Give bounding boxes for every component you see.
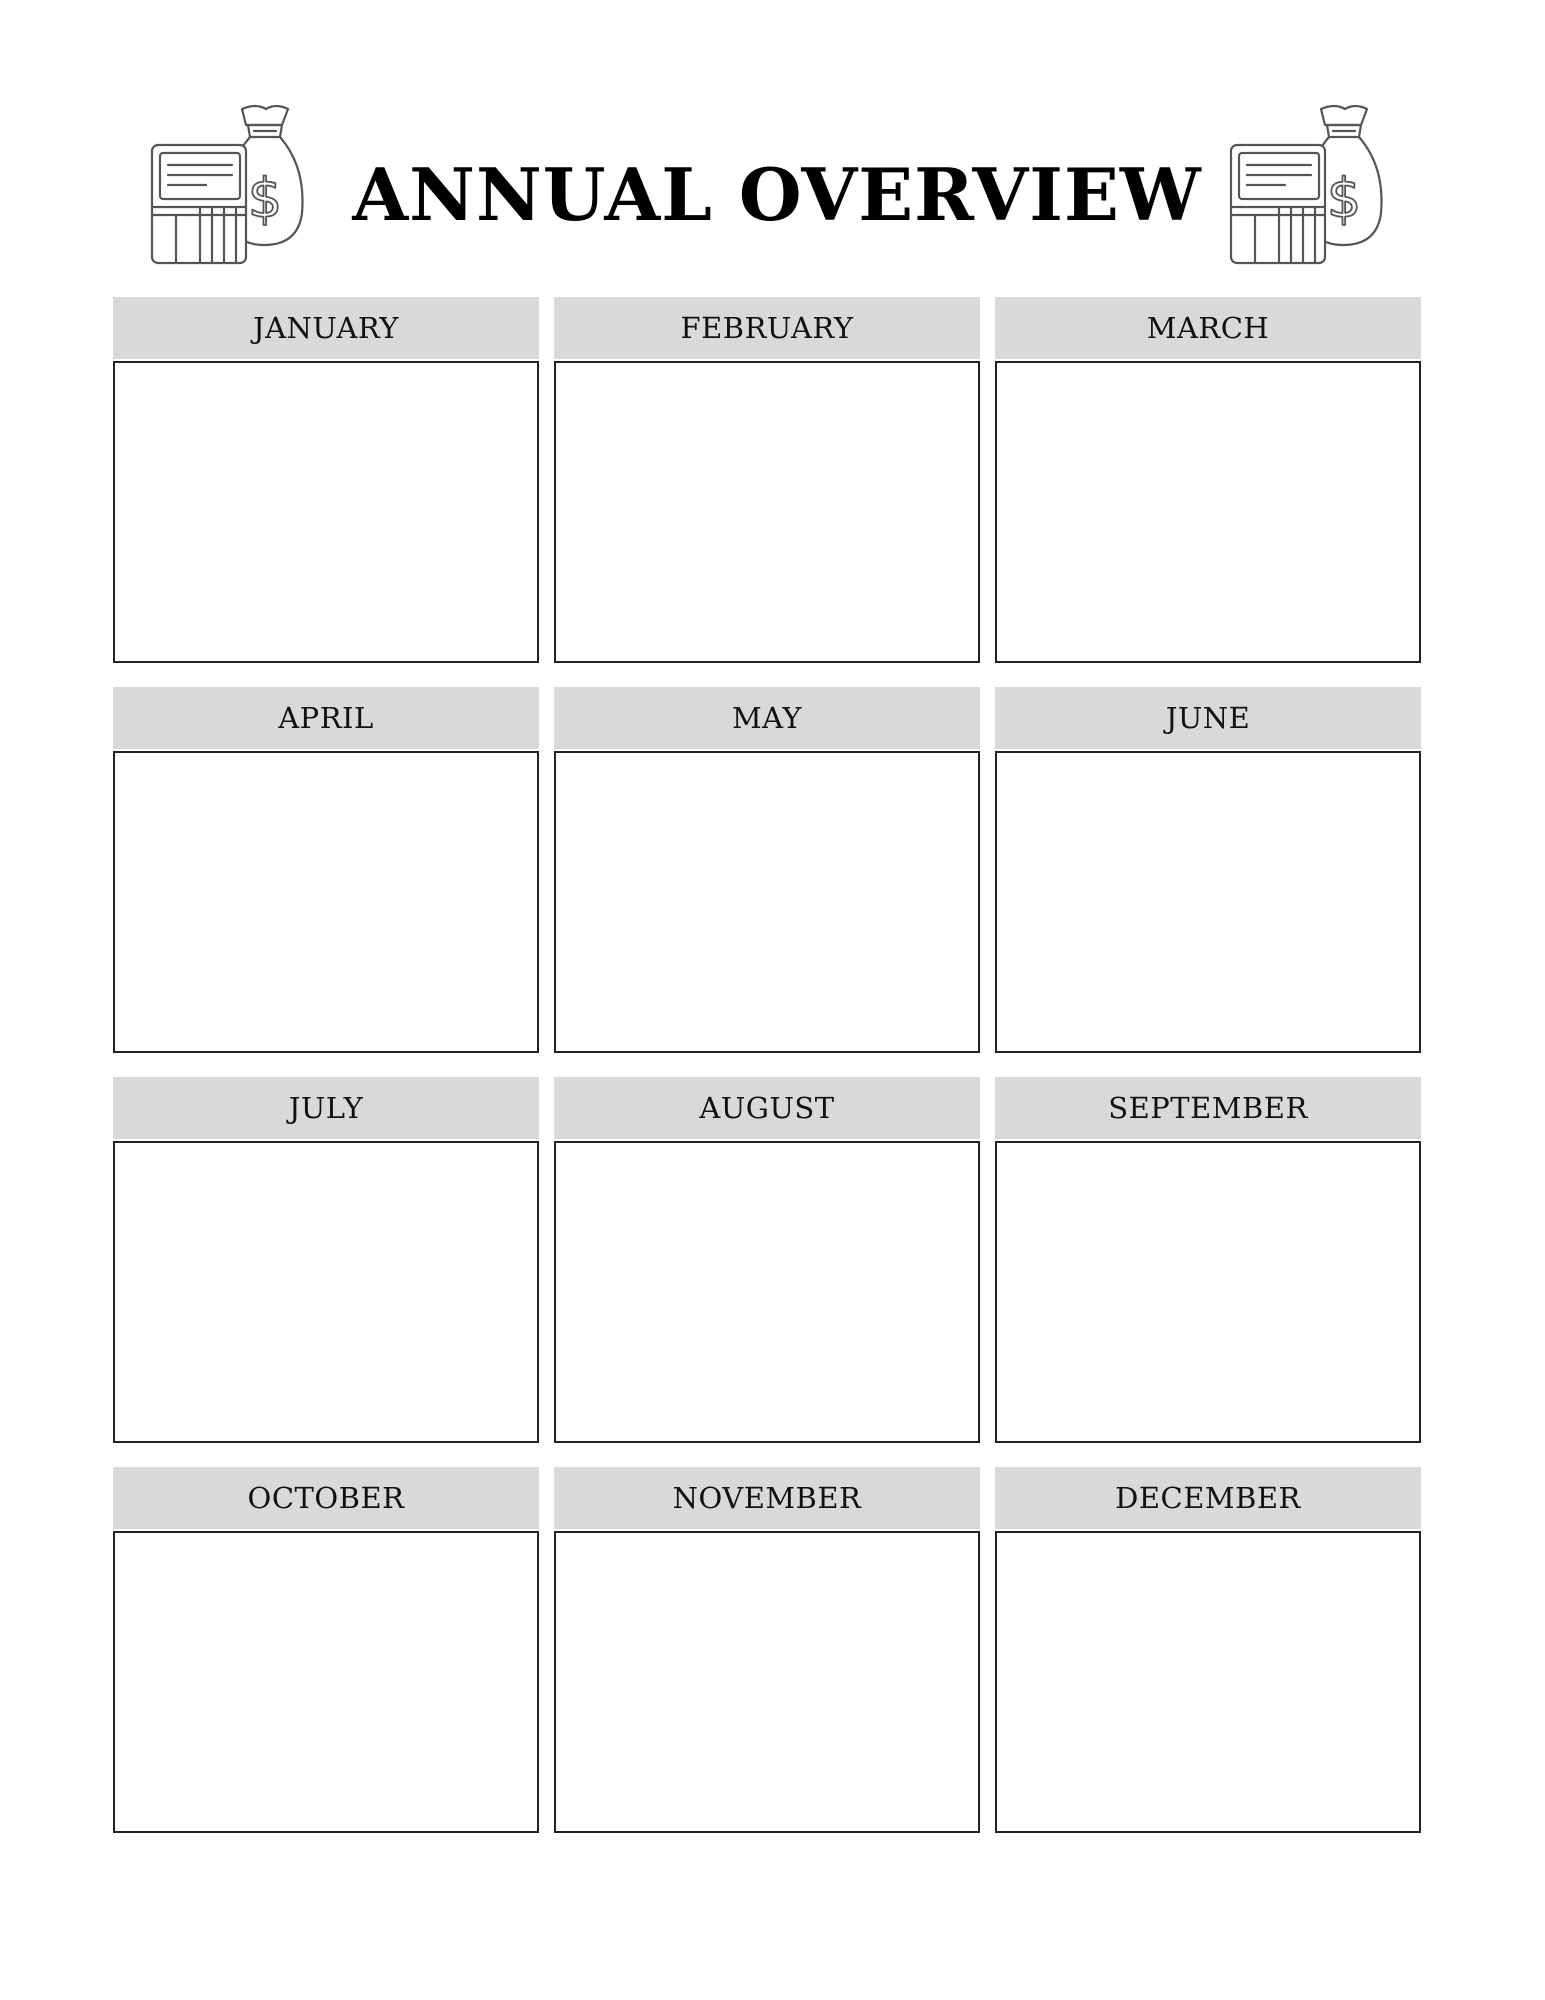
page-title: ANNUAL OVERVIEW — [352, 152, 1202, 237]
month-card-august — [554, 1077, 980, 1443]
month-notes-box-november[interactable] — [554, 1531, 980, 1833]
month-notes-box-february[interactable] — [554, 361, 980, 663]
month-notes-box-october[interactable] — [113, 1531, 539, 1833]
month-header-march: MARCH — [995, 297, 1421, 359]
month-card-april — [113, 687, 539, 1053]
month-notes-box-may[interactable] — [554, 751, 980, 1053]
month-card-june — [995, 687, 1421, 1053]
svg-text:$: $ — [247, 167, 283, 230]
cash-register-money-bag-icon — [1225, 95, 1405, 275]
page-header — [112, 95, 1432, 275]
month-card-february — [554, 297, 980, 663]
month-notes-box-august[interactable] — [554, 1141, 980, 1443]
month-header-june: JUNE — [995, 687, 1421, 749]
month-card-july — [113, 1077, 539, 1443]
month-header-may: MAY — [554, 687, 980, 749]
month-card-september — [995, 1077, 1421, 1443]
month-header-january: JANUARY — [113, 297, 539, 359]
month-notes-box-december[interactable] — [995, 1531, 1421, 1833]
month-card-march — [995, 297, 1421, 663]
month-card-december — [995, 1467, 1421, 1833]
month-header-february: FEBRUARY — [554, 297, 980, 359]
month-card-may — [554, 687, 980, 1053]
month-header-october: OCTOBER — [113, 1467, 539, 1529]
month-header-august: AUGUST — [554, 1077, 980, 1139]
svg-text:$: $ — [1326, 167, 1362, 230]
month-header-november: NOVEMBER — [554, 1467, 980, 1529]
month-notes-box-september[interactable] — [995, 1141, 1421, 1443]
month-header-september: SEPTEMBER — [995, 1077, 1421, 1139]
month-notes-box-july[interactable] — [113, 1141, 539, 1443]
month-notes-box-april[interactable] — [113, 751, 539, 1053]
month-notes-box-june[interactable] — [995, 751, 1421, 1053]
month-notes-box-march[interactable] — [995, 361, 1421, 663]
month-notes-box-january[interactable] — [113, 361, 539, 663]
month-card-october — [113, 1467, 539, 1833]
month-header-december: DECEMBER — [995, 1467, 1421, 1529]
cash-register-money-bag-icon — [146, 95, 326, 275]
month-card-january — [113, 297, 539, 663]
month-header-july: JULY — [113, 1077, 539, 1139]
month-header-april: APRIL — [113, 687, 539, 749]
months-grid — [113, 297, 1421, 1833]
month-card-november — [554, 1467, 980, 1833]
